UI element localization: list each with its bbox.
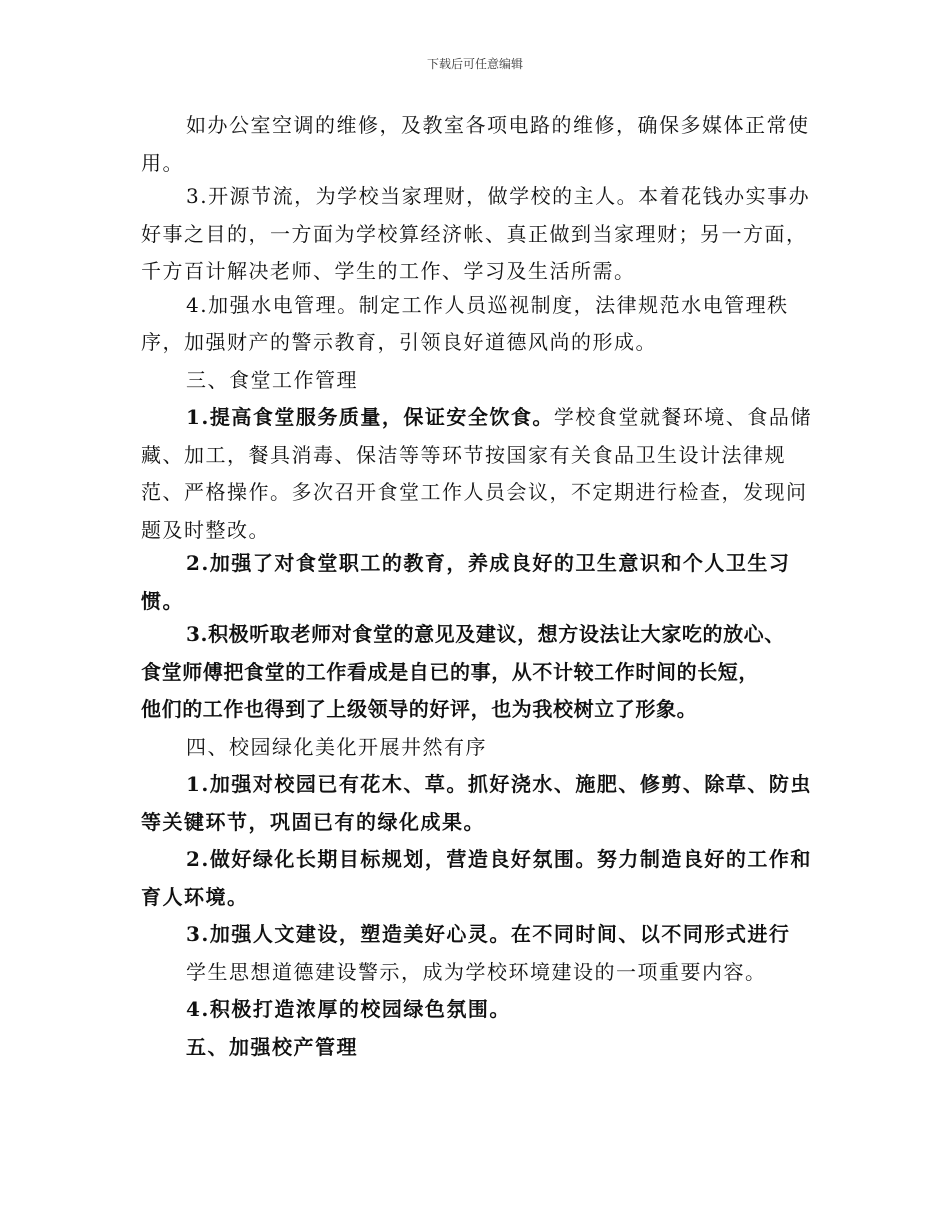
section-heading-greening: 四、校园绿化美化开展井然有序 — [186, 734, 487, 759]
canteen-quality-lead: 1.提高食堂服务质量，保证安全饮食。 — [186, 405, 554, 429]
section-heading-assets: 五、加强校产管理 — [186, 1034, 358, 1059]
page-header: 下载后可任意编辑 — [426, 57, 523, 71]
paragraph-canteen-quality — [141, 399, 821, 549]
paragraph-greening-3a: 3.加强人文建设，塑造美好心灵。在不同时间、以不同形式进行 — [186, 922, 791, 946]
paragraph-canteen-feedback-2: 食堂师傅把食堂的工作看成是自已的事，从不计较工作时间的长短， — [141, 659, 759, 684]
paragraph-greening-2: 2.做好绿化长期目标规划，营造良好氛围。努力制造良好的工作和育人环境。 — [141, 847, 812, 909]
section-heading-canteen: 三、食堂工作管理 — [186, 367, 358, 392]
paragraph-greening-4: 4.积极打造浓厚的校园绿色氛围。 — [186, 997, 511, 1021]
paragraph-maintenance: 如办公室空调的维修，及教室各项电路的维修，确保多媒体正常使用。 — [141, 113, 810, 175]
paragraph-finance: 3.开源节流，为学校当家理财，做学校的主人。本着花钱办实事办好事之目的，一方面为学校算经济帐、真正做到当家理财；另一方面，千方百计解决老师、学生的工作、学习及生活所需。 — [141, 184, 811, 283]
document-body — [141, 107, 821, 1066]
paragraph-greening-1: 1.加强对校园已有花木、草。抓好浇水、施肥、修剪、除草、防虫等关键环节，巩固已有的绿化成果。 — [141, 772, 812, 834]
canteen-quality-text: 学校食堂就餐环境、食品储藏、加工，餐具消毒、保洁等等环节按国家有关食品卫生设计法律规范、严格操作。多次召开食堂工作人员会议，不定期进行检查，发现问题及时整改。 — [141, 405, 812, 542]
paragraph-canteen-feedback-1: 3.积极听取老师对食堂的意见及建议，想方设法让大家吃的放心、 — [186, 622, 785, 646]
paragraph-greening-3b: 学生思想道德建设警示，成为学校环境建设的一项重要内容。 — [186, 959, 767, 984]
paragraph-canteen-staff: 2.加强了对食堂职工的教育，养成良好的卫生意识和个人卫生习惯。 — [141, 551, 791, 613]
paragraph-canteen-feedback-3: 他们的工作也得到了上级领导的好评，也为我校树立了形象。 — [141, 697, 698, 721]
paragraph-utilities: 4.加强水电管理。制定工作人员巡视制度，法律规范水电管理秩序，加强财产的警示教育，引领良好道德风尚的形成。 — [141, 292, 789, 354]
